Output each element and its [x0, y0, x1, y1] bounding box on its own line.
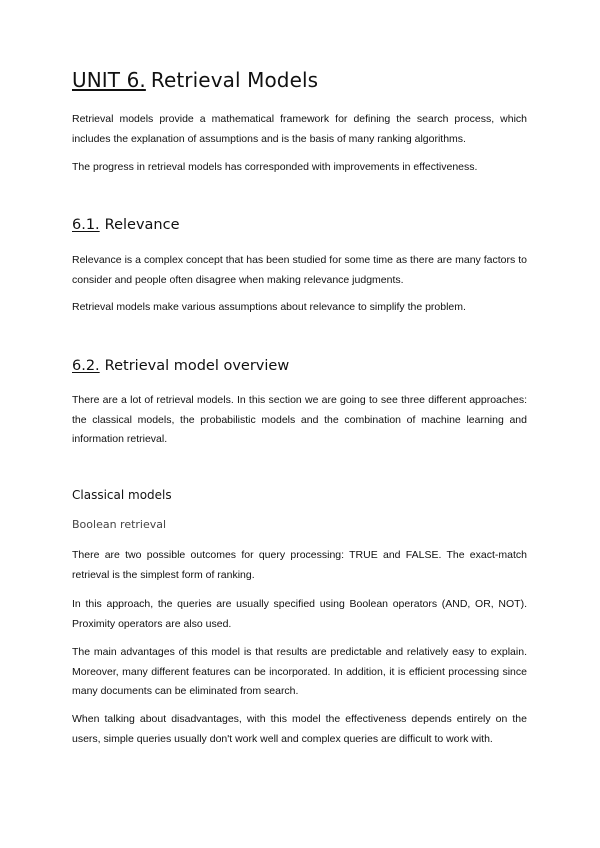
unit-number: UNIT 6.: [72, 68, 146, 92]
unit-title: Retrieval Models: [150, 68, 319, 92]
boolean-paragraph-1: There are two possible outcomes for query processing: TRUE and FALSE. The exact-match retrieval is the simplest form of ranking.: [72, 549, 527, 581]
unit-heading: [72, 68, 318, 92]
intro-paragraph-2: The progress in retrieval models has corresponded with improvements in effectiveness.: [72, 161, 478, 173]
relevance-paragraph-1: Relevance is a complex concept that has been studied for some time as there are many factors to consider and people often disagree when making relevance judgments.: [72, 254, 527, 286]
boolean-paragraph-2: In this approach, the queries are usually specified using Boolean operators (AND, OR, NOT). Proximity operators are also used.: [72, 598, 527, 630]
boolean-retrieval-heading: Boolean retrieval: [72, 518, 167, 531]
classical-models-heading: Classical models: [72, 488, 172, 502]
section-6-1-number: 6.1.: [72, 217, 100, 233]
section-6-1-heading: [72, 217, 180, 233]
section-6-2-title: Retrieval model overview: [104, 358, 290, 374]
overview-paragraph: There are a lot of retrieval models. In this section we are going to see three different approaches: the classical models, the probabilistic models and the combination of machine learning and information retrieval.: [72, 394, 527, 445]
boolean-paragraph-4: When talking about disadvantages, with this model the effectiveness depends entirely on the users, simple queries usually don't work well and complex queries are difficult to work with.: [72, 713, 527, 745]
section-6-1-title: Relevance: [104, 217, 180, 233]
intro-paragraph-1: Retrieval models provide a mathematical framework for defining the search process, which includes the explanation of assumptions and is the basis of many ranking algorithms.: [72, 113, 527, 145]
boolean-paragraph-3: The main advantages of this model is that results are predictable and relatively easy to explain. Moreover, many different features can be incorporated. In addition, it is efficient processing since many documents can be eliminated from search.: [72, 646, 527, 697]
relevance-paragraph-2: Retrieval models make various assumptions about relevance to simplify the problem.: [72, 301, 466, 313]
section-6-2-heading: [72, 358, 289, 374]
section-6-2-number: 6.2.: [72, 358, 100, 374]
